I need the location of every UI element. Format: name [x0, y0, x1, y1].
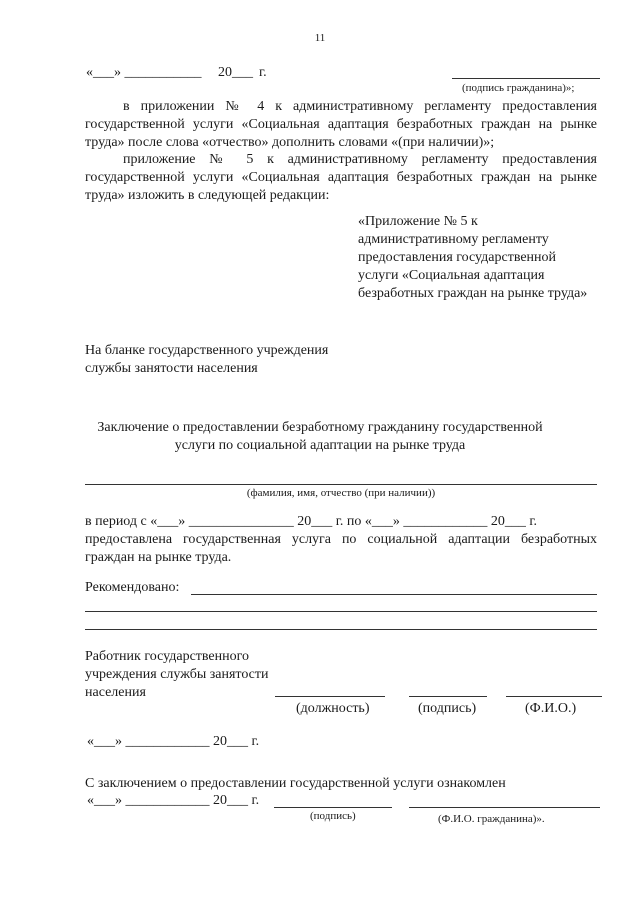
position-line [275, 696, 385, 697]
paragraph-appendix4: в приложении № 4 к административному регламенту предоставления государственной услуги «Социальная адаптация безработных граждан на рынке труда» после слова «отчество» дополнить словами «(при наличии)»; [85, 99, 597, 150]
worker-label: Работник государственного учреждения службы занятости населения [85, 649, 269, 700]
bottom-name-line [409, 807, 600, 808]
recommended-line-2 [85, 611, 597, 612]
recommended-line-1 [191, 594, 597, 595]
letterhead-note: На бланке государственного учреждения службы занятости населения [85, 343, 329, 376]
recommended-line-3 [85, 629, 597, 630]
form-title: Заключение о предоставлении безработному гражданину государственной услуги по социальной адаптации на рынке труда [97, 420, 543, 453]
appendix-reference: «Приложение № 5 к административному регламенту предоставления государственной услуги «Социальная адаптация безработных граждан на рынке труда» [358, 214, 588, 301]
date-top-year: 20___ [218, 65, 253, 80]
paragraph-appendix5: приложение № 5 к административному регламенту предоставления государственной услуги «Социальная адаптация безработных граждан на рынке труда» изложить в следующей редакции: [85, 152, 597, 203]
bottom-signature-line [274, 807, 392, 808]
signature-line-top [452, 78, 600, 79]
signature-caption-top: (подпись гражданина)»; [462, 82, 575, 94]
bottom-name-caption: (Ф.И.О. гражданина)». [438, 813, 545, 825]
date-mid: «___» ____________ 20___ г. [87, 734, 260, 749]
date-top-open: «___» ___________ [86, 65, 202, 80]
bottom-signature-caption: (подпись) [310, 810, 356, 822]
period-text: в период с «___» _______________ 20___ г. по «___» ____________ 20___ г. [85, 514, 538, 529]
name-line [506, 696, 602, 697]
page-number: 11 [314, 32, 326, 44]
fio-line [85, 484, 597, 485]
fio-caption: (фамилия, имя, отчество (при наличии)) [246, 487, 436, 499]
date-bottom: «___» ____________ 20___ г. [87, 793, 260, 808]
date-top-suffix: г. [259, 65, 267, 80]
position-caption: (должность) [296, 701, 370, 716]
signature-line [409, 696, 487, 697]
recommended-label: Рекомендовано: [85, 580, 180, 595]
signature-caption: (подпись) [418, 701, 477, 716]
acknowledge-text: С заключением о предоставлении государственной услуги ознакомлен [85, 776, 506, 791]
name-caption: (Ф.И.О.) [525, 701, 577, 716]
service-provided-text: предоставлена государственная услуга по социальной адаптации безработных граждан на рынке труда. [85, 532, 597, 565]
